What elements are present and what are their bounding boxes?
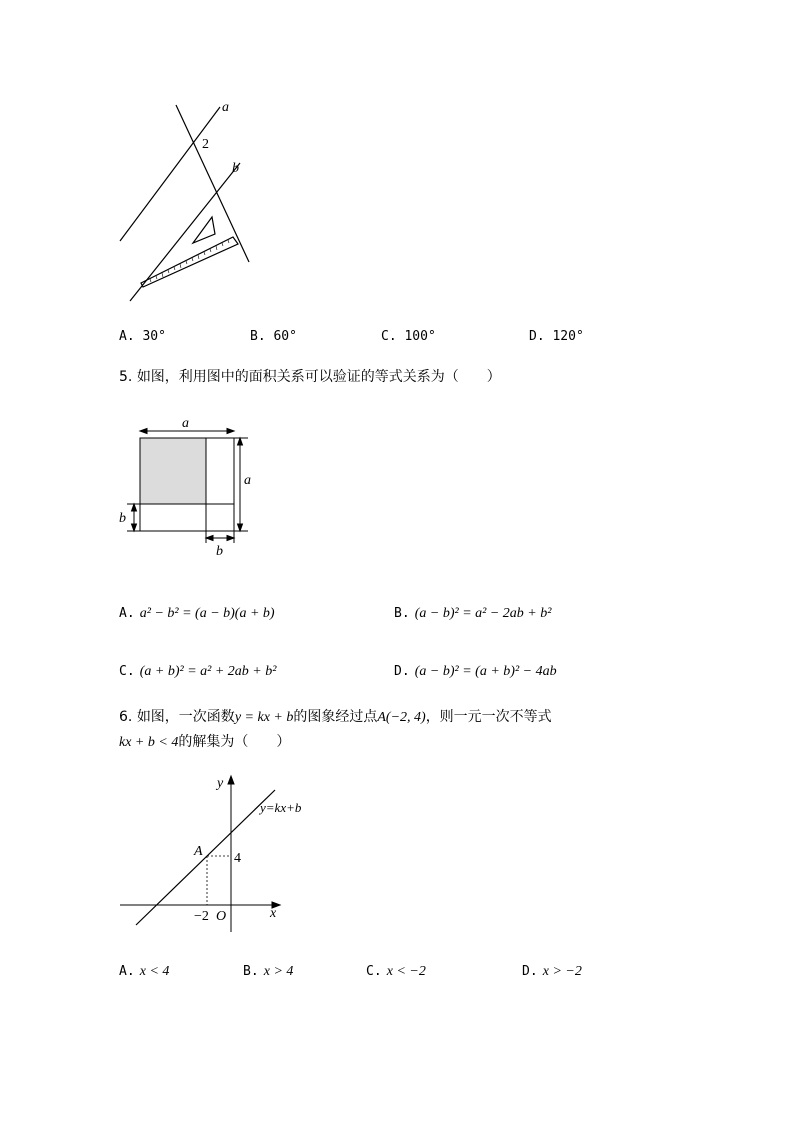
q6-stem-line2: kx + b < 4的解集为（ ） <box>119 734 291 750</box>
q6-number: 6. <box>119 709 133 725</box>
q6-stem-line1: 6. 如图，一次函数y = kx + b的图象经过点A(−2, 4)，则一元一次不等式 <box>119 709 552 725</box>
label-a-top: a <box>182 416 189 431</box>
q5-option-c[interactable]: C. (a + b)² = a² + 2ab + b² <box>119 664 277 679</box>
q5-option-d[interactable]: D. (a − b)² = (a + b)² − 4ab <box>394 664 557 679</box>
label-b: b <box>232 161 239 176</box>
q6-inequality: kx + b < 4 <box>119 735 179 750</box>
q5-number: 5. <box>119 369 133 385</box>
q6-option-d[interactable]: D. x > −2 <box>522 964 582 979</box>
q6-option-b[interactable]: B. x > 4 <box>243 964 294 979</box>
q6-option-c[interactable]: C. x < −2 <box>366 964 426 979</box>
label-b-left: b <box>119 511 126 526</box>
q4-option-d[interactable]: D. 120° <box>529 329 584 344</box>
q5-figure <box>112 412 262 562</box>
set-square-edge <box>176 105 249 262</box>
q5-option-a[interactable]: A. a² − b² = (a − b)(a + b) <box>119 606 275 621</box>
label-O: O <box>216 909 227 924</box>
label-neg2: −2 <box>194 909 209 924</box>
q4-figure <box>110 95 270 310</box>
label-a-right: a <box>244 473 251 488</box>
q6-function: y = kx + b <box>234 710 294 725</box>
q5-text: 如图，利用图中的面积关系可以验证的等式关系为（ ） <box>136 369 501 385</box>
shaded-square <box>140 438 206 504</box>
q4-option-c[interactable]: C. 100° <box>381 329 436 344</box>
q6-option-a[interactable]: A. x < 4 <box>119 964 170 979</box>
label-angle-2: 2 <box>202 137 209 152</box>
q6-point: A(−2, 4) <box>377 710 426 725</box>
label-a: a <box>222 100 229 115</box>
q5-option-b[interactable]: B. (a − b)² = a² − 2ab + b² <box>394 606 552 621</box>
label-y: y <box>217 776 224 791</box>
label-A: A <box>194 844 203 859</box>
set-square-hole <box>193 217 215 243</box>
set-square <box>141 237 238 287</box>
label-4: 4 <box>234 851 241 866</box>
label-line: y=kx+b <box>260 800 302 815</box>
label-x: x <box>270 906 277 921</box>
q5-stem <box>119 366 501 386</box>
q4-option-b[interactable]: B. 60° <box>250 329 297 344</box>
q4-option-a[interactable]: A. 30° <box>119 329 166 344</box>
label-b-bottom: b <box>216 544 223 559</box>
line-a <box>120 107 220 241</box>
q6-figure <box>112 770 312 940</box>
